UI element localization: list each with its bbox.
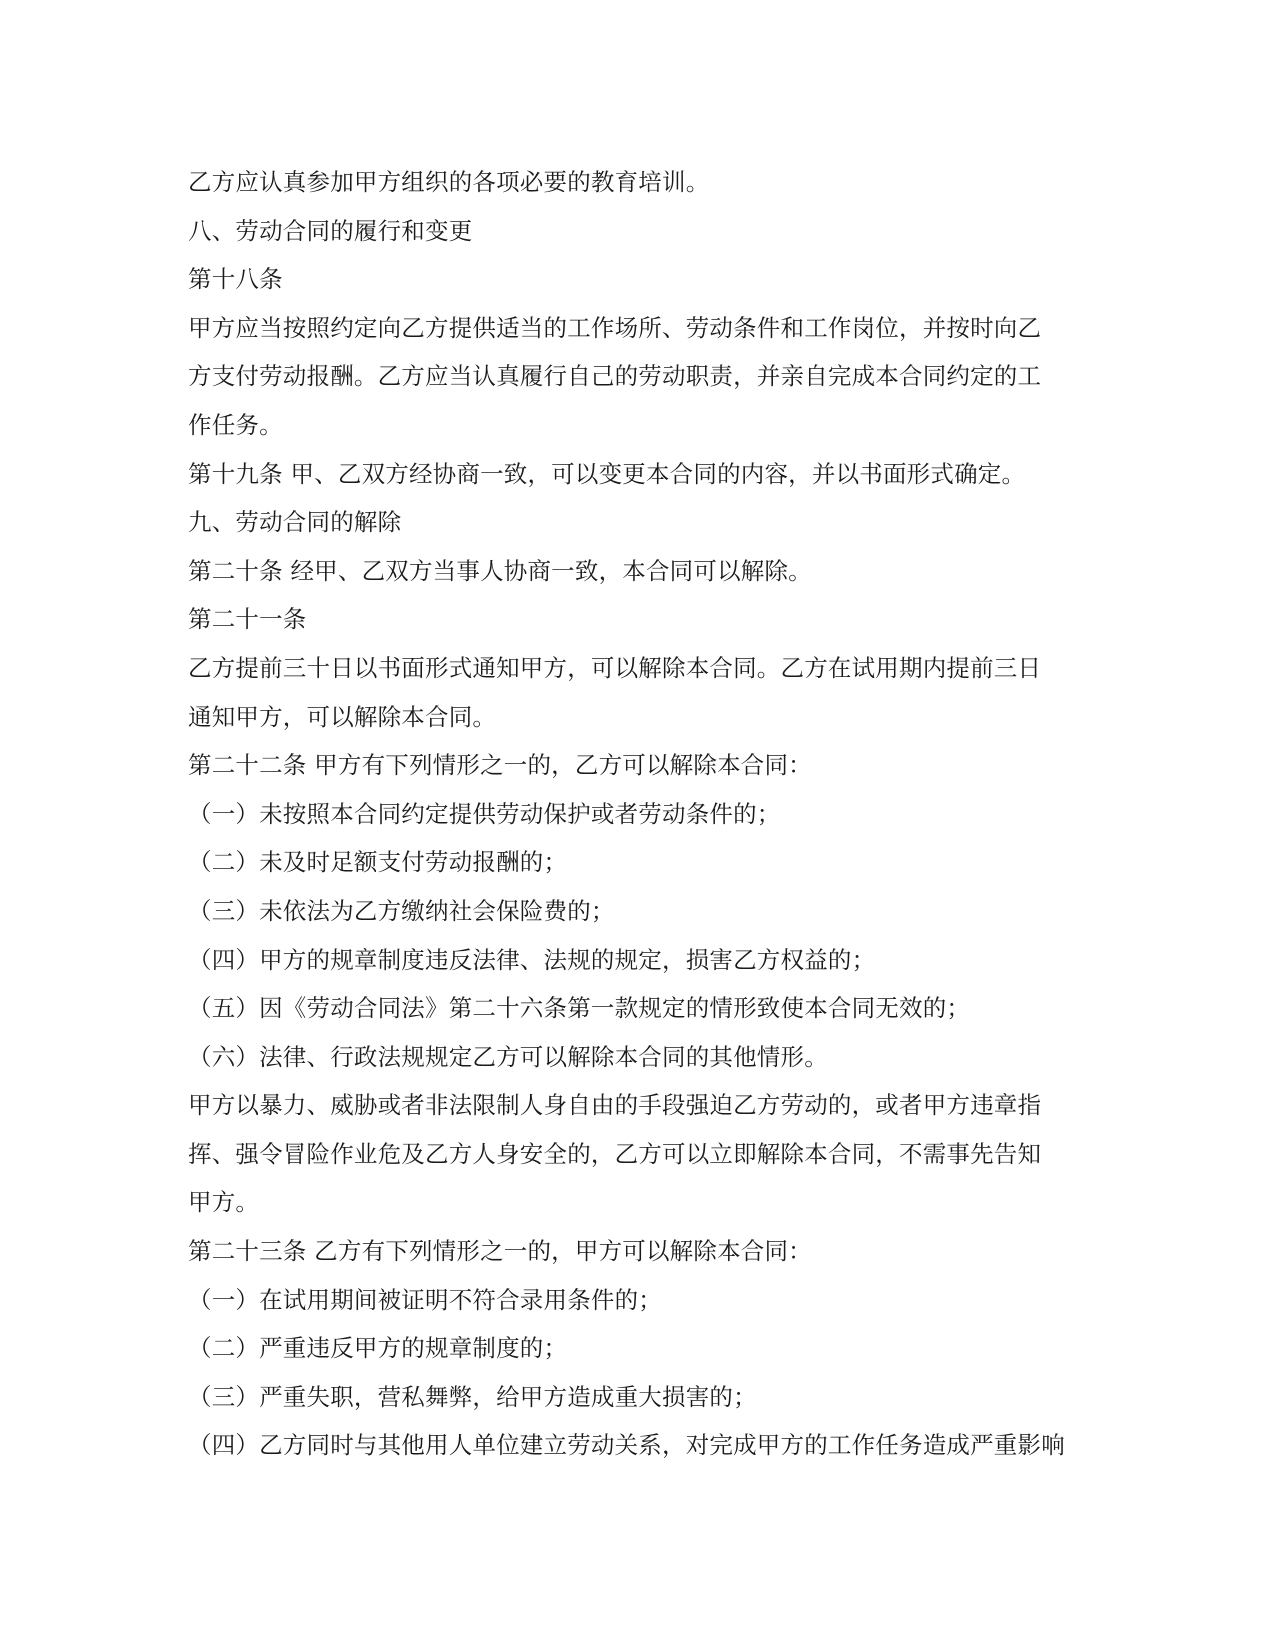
- section-heading-8: 八、劳动合同的履行和变更: [188, 216, 473, 245]
- text-line-5: 方支付劳动报酬。乙方应当认真履行自己的劳动职责，并亲自完成本合同约定的工: [188, 362, 1042, 391]
- text-line-6: 作任务。: [188, 410, 283, 439]
- list-item-23-4: （四）乙方同时与其他用人单位建立劳动关系，对完成甲方的工作任务造成严重影响: [188, 1431, 1065, 1460]
- text-line-21: 挥、强令冒险作业危及乙方人身安全的，乙方可以立即解除本合同，不需事先告知: [188, 1139, 1042, 1168]
- article-18-heading: 第十八条: [188, 265, 283, 294]
- document-body: [188, 158, 1088, 1470]
- article-20: 第二十条 经甲、乙双方当事人协商一致，本合同可以解除。: [188, 556, 812, 585]
- section-heading-9: 九、劳动合同的解除: [188, 508, 402, 537]
- text-line-11: 乙方提前三十日以书面形式通知甲方，可以解除本合同。乙方在试用期内提前三日: [188, 653, 1042, 682]
- list-item-23-3: （三）严重失职，营私舞弊，给甲方造成重大损害的；: [188, 1382, 757, 1411]
- list-item-22-1: （一）未按照本合同约定提供劳动保护或者劳动条件的；: [188, 799, 781, 828]
- list-item-23-2: （二）严重违反甲方的规章制度的；: [188, 1334, 568, 1363]
- text-line-1: 乙方应认真参加甲方组织的各项必要的教育培训。: [188, 168, 710, 196]
- list-item-23-1: （一）在试用期间被证明不符合录用条件的；: [188, 1285, 662, 1314]
- text-line-12: 通知甲方，可以解除本合同。: [188, 702, 497, 731]
- text-line-20: 甲方以暴力、威胁或者非法限制人身自由的手段强迫乙方劳动的，或者甲方违章指: [188, 1091, 1042, 1120]
- article-19: 第十九条 甲、乙双方经协商一致，可以变更本合同的内容，并以书面形式确定。: [188, 459, 1026, 488]
- list-item-22-6: （六）法律、行政法规规定乙方可以解除本合同的其他情形。: [188, 1042, 828, 1071]
- list-item-22-4: （四）甲方的规章制度违反法律、法规的规定，损害乙方权益的；: [188, 945, 876, 974]
- article-22: 第二十二条 甲方有下列情形之一的，乙方可以解除本合同：: [188, 751, 812, 780]
- list-item-22-2: （二）未及时足额支付劳动报酬的；: [188, 848, 568, 877]
- list-item-22-3: （三）未依法为乙方缴纳社会保险费的；: [188, 896, 615, 925]
- text-line-4: 甲方应当按照约定向乙方提供适当的工作场所、劳动条件和工作岗位，并按时向乙: [188, 313, 1042, 342]
- article-23: 第二十三条 乙方有下列情形之一的，甲方可以解除本合同：: [188, 1237, 812, 1266]
- text-line-22: 甲方。: [188, 1188, 260, 1217]
- article-21-heading: 第二十一条: [188, 605, 307, 634]
- list-item-22-5: （五）因《劳动合同法》第二十六条第一款规定的情形致使本合同无效的；: [188, 994, 971, 1023]
